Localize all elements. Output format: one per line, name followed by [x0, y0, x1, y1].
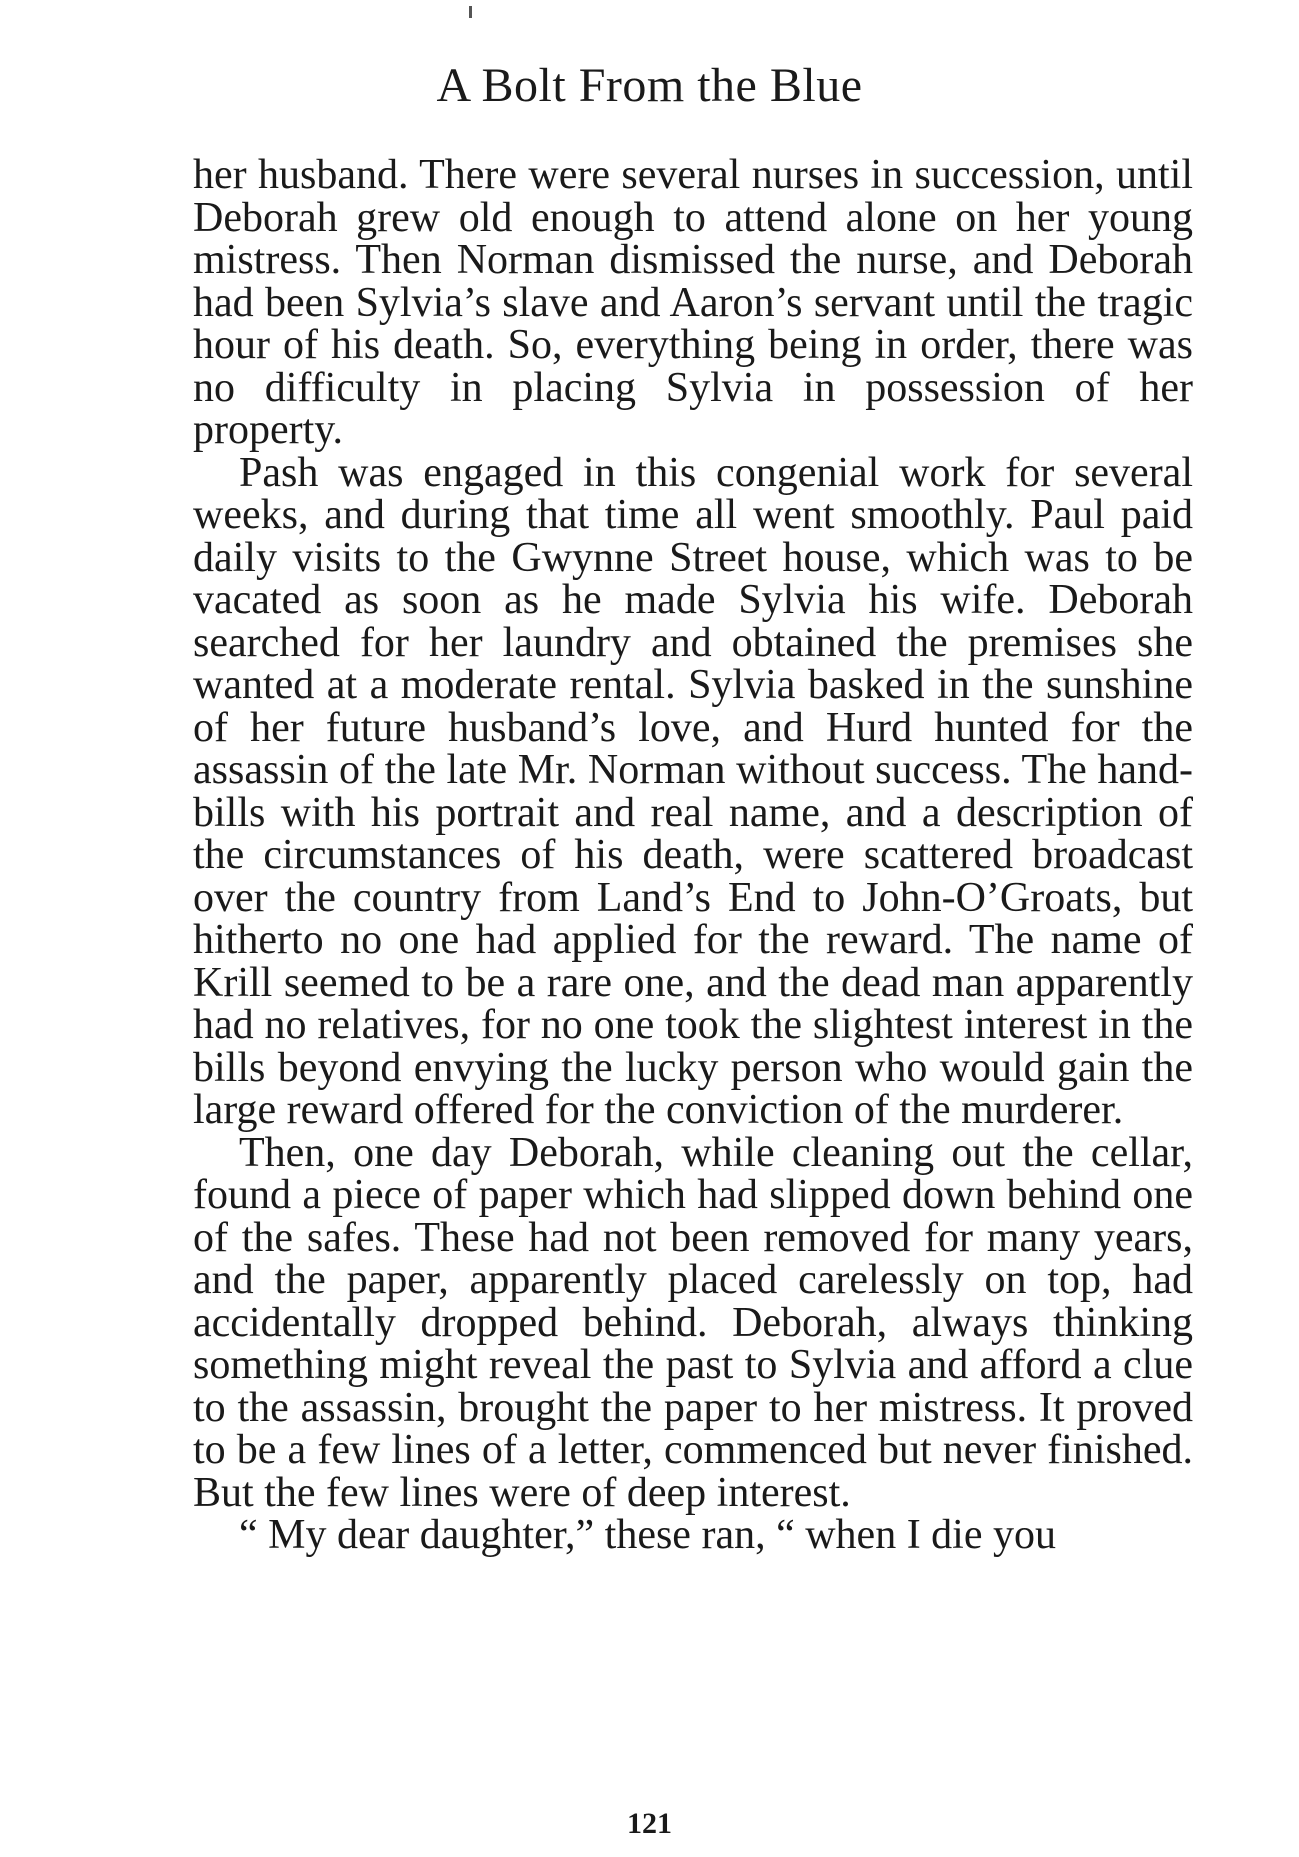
page-number: 121	[627, 1807, 672, 1840]
print-speck	[469, 6, 472, 18]
paragraph-3: Then, one day Deborah, while cleaning out the cellar, found a piece of paper which had slipped down behind one of the safes. These had not been removed for many years, and the paper, apparently placed carelessly on top, had accidentally dropped behind. Deborah, always thinking something might reveal the past to Sylvia and afford a clue to the assassin, brought the paper to her mistress. It proved to be a few lines of a letter, commenced but never finished. But the few lines were of deep interest.	[193, 1129, 1193, 1516]
paragraph-2: Pash was engaged in this congenial work for several weeks, and during that time all went smoothly. Paul paid daily visits to the Gwynne Street house, which was to be vacated as soon as he made Sylvia his wife. Deborah searched for her laundry and obtained the premises she wanted at a moderate rental. Sylvia basked in the sunshine of her future husband’s love, and Hurd hunted for the assassin of the late Mr. Norman without success. The hand-bills with his portrait and real name, and a description of the circumstances of his death, were scattered broadcast over the country from Land’s End to John-O’Groats, but hitherto no one had applied for the reward. The name of Krill seemed to be a rare one, and the dead man apparently had no relatives, for no one took the slightest interest in the bills beyond envying the lucky person who would gain the large reward offered for the conviction of the murderer.	[193, 449, 1193, 1133]
running-head: A Bolt From the Blue	[436, 59, 863, 112]
paragraph-4: “ My dear daughter,” these ran, “ when I die you	[239, 1512, 1056, 1558]
body-text	[193, 154, 1193, 1557]
paragraph-1: her husband. There were several nurses in succession, until Deborah grew old enough to attend alone on her young mistress. Then Norman dismissed the nurse, and Deborah had been Sylvia’s slave and Aaron’s servant until the tragic hour of his death. So, everything being in order, there was no difficulty in placing Sylvia in possession of her property.	[193, 152, 1193, 453]
